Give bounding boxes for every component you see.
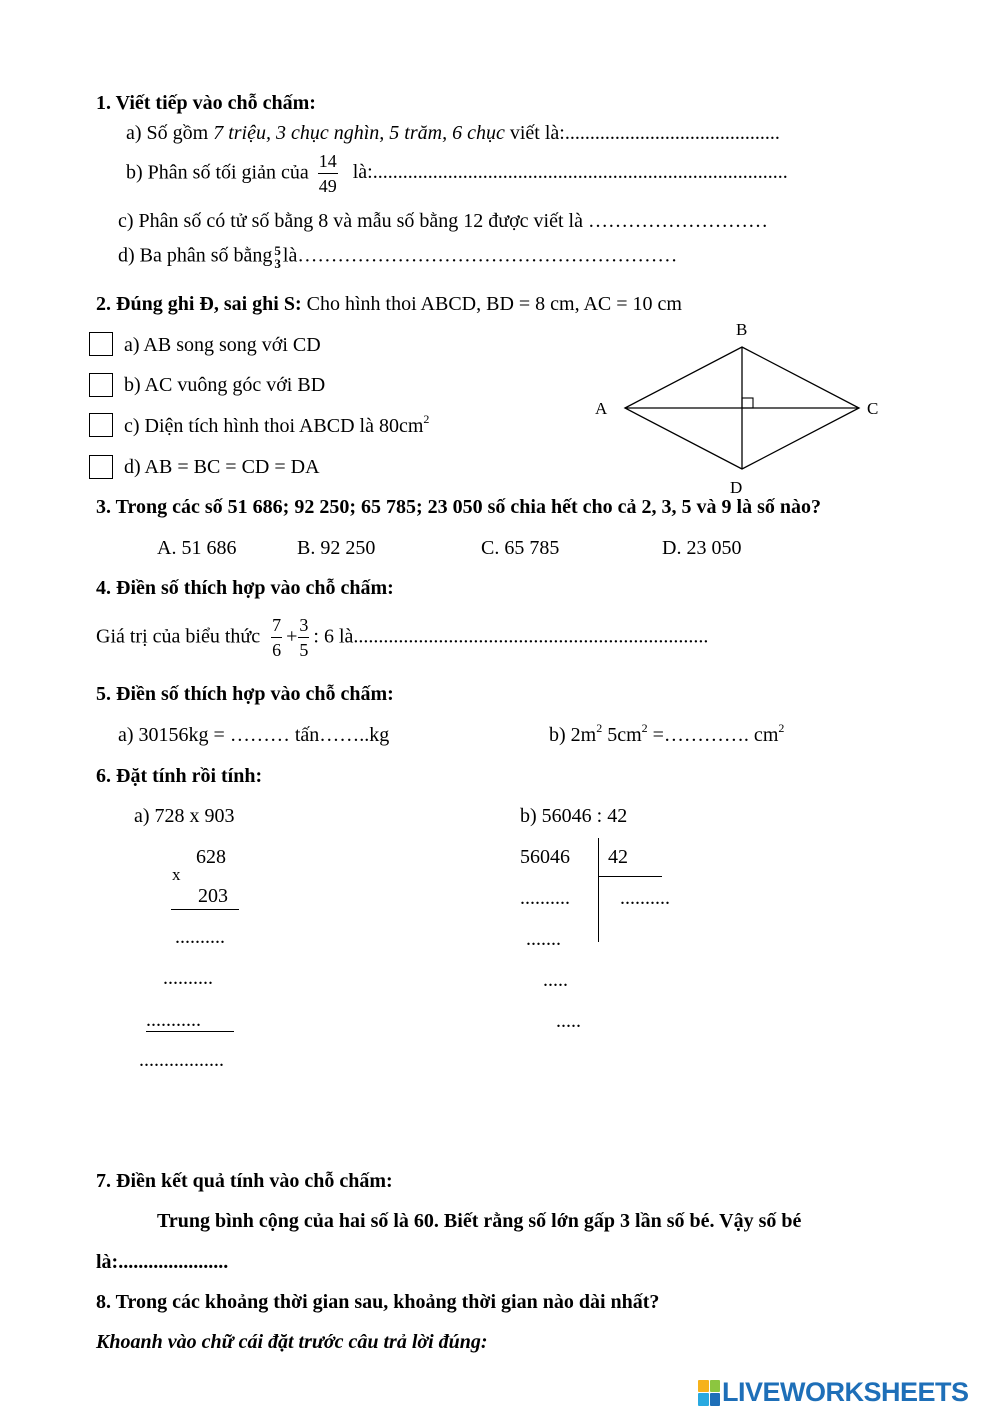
q4-expression bbox=[96, 616, 708, 660]
label-a: A bbox=[595, 399, 608, 418]
q3-title: 3. Trong các số 51 686; 92 250; 65 785; 23 050 số chia hết cho cả 2, 3, 5 và 9 là số nào? bbox=[96, 496, 821, 518]
q8-title: 8. Trong các khoảng thời gian sau, khoảng thời gian nào dài nhất? bbox=[96, 1291, 660, 1313]
q4-prefix: Giá trị của biểu thức bbox=[96, 625, 261, 648]
q4-fraction-2 bbox=[298, 616, 309, 660]
q4-plus: + bbox=[286, 625, 298, 648]
q3-option-b[interactable]: B. 92 250 bbox=[297, 537, 376, 559]
q6-a-bottom-number: 203 bbox=[198, 885, 228, 907]
q6-a-top-number: 628 bbox=[196, 846, 226, 868]
q6-a-multiply-sign: x bbox=[172, 865, 181, 884]
q6-b-dots-1: ....... bbox=[526, 928, 561, 950]
q1-a-italic: 7 triệu, 3 chục nghìn, 5 trăm, 6 chục bbox=[213, 122, 505, 144]
q6-b-division-horizontal bbox=[598, 876, 662, 877]
q2-answer-box-b[interactable] bbox=[89, 373, 113, 397]
q5-b-sup1: 2 bbox=[596, 721, 603, 735]
q6-a-product-line bbox=[171, 909, 239, 910]
q1-d-prefix: d) Ba phân số bằng bbox=[118, 244, 273, 267]
q1-d-denominator: 3 bbox=[274, 256, 281, 271]
q2-item-b: b) AC vuông góc với BD bbox=[124, 374, 326, 396]
q4-f1-denominator: 6 bbox=[272, 639, 282, 660]
q1-item-d bbox=[118, 244, 677, 270]
q2-item-d: d) AB = BC = CD = DA bbox=[124, 456, 320, 478]
q1-b-prefix: b) Phân số tối giản của bbox=[126, 161, 309, 184]
q6-b-division-vertical bbox=[598, 838, 599, 942]
q6-a-dots-2: .......... bbox=[163, 967, 213, 989]
q1-b-denominator: 49 bbox=[318, 175, 337, 196]
q3-option-a[interactable]: A. 51 686 bbox=[157, 537, 237, 559]
q2-title bbox=[96, 294, 682, 314]
liveworksheets-logo-text: LIVEWORKSHEETS bbox=[722, 1377, 969, 1407]
q5-b-part3: =…………. cm bbox=[647, 724, 779, 746]
q1-b-fraction bbox=[318, 152, 338, 196]
q1-item-c: c) Phân số có tử số bằng 8 và mẫu số bằng 12 được viết là ……………………… bbox=[118, 210, 768, 232]
q8-instruction: Khoanh vào chữ cái đặt trước câu trả lời đúng: bbox=[96, 1331, 488, 1353]
q7-line-2: là:...................... bbox=[96, 1251, 229, 1273]
right-angle-mark bbox=[742, 398, 753, 408]
q6-b-dots-2: ..... bbox=[543, 969, 568, 991]
q2-answer-box-d[interactable] bbox=[89, 455, 113, 479]
q2-item-c-sup: 2 bbox=[423, 412, 430, 426]
q1-b-numerator: 14 bbox=[318, 152, 338, 174]
q6-a-sum-line bbox=[146, 1031, 234, 1032]
q6-b-dots-right: .......... bbox=[620, 887, 670, 909]
q6-b-divisor: 42 bbox=[608, 846, 628, 868]
q2-item-a: a) AB song song với CD bbox=[124, 334, 321, 356]
q6-b-dots-3: ..... bbox=[556, 1010, 581, 1032]
q4-fraction-1 bbox=[271, 616, 282, 660]
q2-title-bold: 2. Đúng ghi Đ, sai ghi S: bbox=[96, 293, 302, 315]
q1-item-b bbox=[126, 152, 788, 196]
q2-title-rest: Cho hình thoi ABCD, BD = 8 cm, AC = 10 cm bbox=[301, 293, 682, 315]
q1-d-numerator: 5 bbox=[274, 243, 281, 258]
q6-a-label: a) 728 x 903 bbox=[134, 805, 235, 827]
q1-d-suffix: là………………………………………………… bbox=[282, 244, 678, 267]
q5-b-sup3: 2 bbox=[778, 721, 785, 735]
q7-line-1: Trung bình cộng của hai số là 60. Biết rằng số lớn gấp 3 lần số bé. Vậy số bé bbox=[157, 1210, 802, 1232]
q1-title: 1. Viết tiếp vào chỗ chấm: bbox=[96, 92, 316, 114]
q4-suffix: : 6 là....................................................................... bbox=[313, 625, 709, 648]
q5-b-part1: b) 2m bbox=[549, 724, 597, 746]
q2-answer-box-c[interactable] bbox=[89, 413, 113, 437]
liveworksheets-logo bbox=[698, 1377, 969, 1408]
q2-item-c-text: c) Diện tích hình thoi ABCD là 80cm bbox=[124, 415, 424, 437]
label-b: B bbox=[736, 320, 748, 339]
q2-answer-box-a[interactable] bbox=[89, 332, 113, 356]
q5-item-a: a) 30156kg = ……… tấn……..kg bbox=[118, 724, 390, 746]
rhombus-diagram bbox=[590, 318, 890, 498]
q6-b-dots-left: .......... bbox=[520, 887, 570, 909]
q6-b-label: b) 56046 : 42 bbox=[520, 805, 628, 827]
q4-f2-denominator: 5 bbox=[299, 639, 309, 660]
q1-a-prefix: a) Số gồm bbox=[126, 122, 214, 144]
q5-item-b bbox=[549, 721, 785, 746]
q1-d-fraction bbox=[274, 244, 281, 270]
q2-item-c bbox=[124, 412, 430, 437]
q3-option-d[interactable]: D. 23 050 bbox=[662, 537, 742, 559]
q6-title: 6. Đặt tính rồi tính: bbox=[96, 765, 263, 787]
q5-title: 5. Điền số thích hợp vào chỗ chấm: bbox=[96, 683, 394, 705]
label-c: C bbox=[867, 399, 879, 418]
q6-a-dots-3: ........... bbox=[146, 1009, 201, 1031]
q1-b-suffix: là:................................................................................... bbox=[352, 161, 788, 184]
q6-b-dividend: 56046 bbox=[520, 846, 570, 868]
q4-f2-numerator: 3 bbox=[298, 616, 309, 638]
q6-a-dots-4: ................. bbox=[139, 1049, 224, 1071]
q6-a-dots-1: .......... bbox=[175, 926, 225, 948]
label-d: D bbox=[730, 478, 743, 497]
q5-b-sup2: 2 bbox=[641, 721, 648, 735]
q5-b-part2: 5cm bbox=[602, 724, 642, 746]
q1-a-suffix: viết là:........................................... bbox=[504, 122, 780, 144]
q3-option-c[interactable]: C. 65 785 bbox=[481, 537, 560, 559]
liveworksheets-logo-icon bbox=[698, 1380, 720, 1406]
q1-item-a bbox=[126, 123, 780, 143]
q7-title: 7. Điền kết quả tính vào chỗ chấm: bbox=[96, 1170, 393, 1192]
q4-f1-numerator: 7 bbox=[271, 616, 282, 638]
q4-title: 4. Điền số thích hợp vào chỗ chấm: bbox=[96, 577, 394, 599]
